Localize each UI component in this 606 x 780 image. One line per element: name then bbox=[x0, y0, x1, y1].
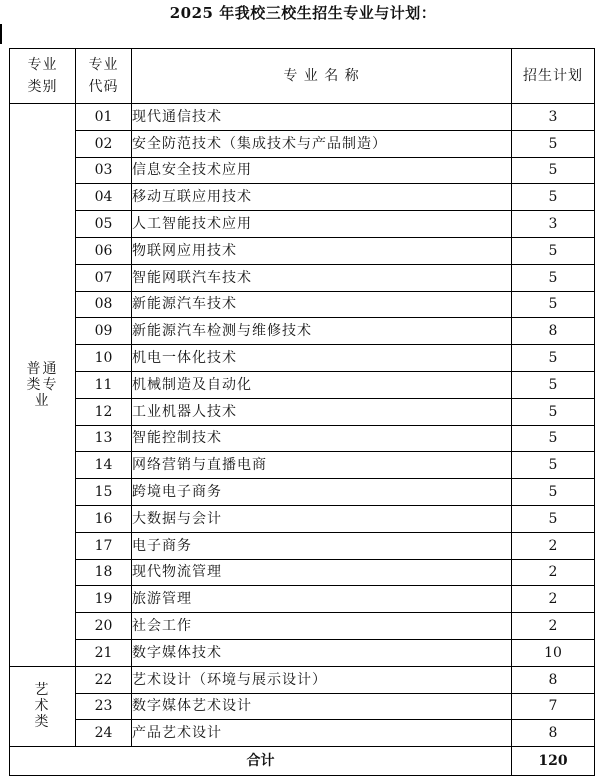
major-code: 19 bbox=[76, 586, 132, 613]
table-row bbox=[10, 184, 595, 211]
table-row bbox=[10, 345, 595, 372]
major-name: 新能源汽车检测与维修技术 bbox=[132, 318, 512, 345]
major-code: 16 bbox=[76, 505, 132, 532]
plan-count: 2 bbox=[512, 532, 595, 559]
major-code: 08 bbox=[76, 291, 132, 318]
major-code: 04 bbox=[76, 184, 132, 211]
table-row bbox=[10, 586, 595, 613]
plan-count: 8 bbox=[512, 720, 595, 747]
major-name: 旅游管理 bbox=[132, 586, 512, 613]
table-row bbox=[10, 479, 595, 506]
major-code: 05 bbox=[76, 211, 132, 238]
plan-count: 10 bbox=[512, 639, 595, 666]
major-name: 电子商务 bbox=[132, 532, 512, 559]
plan-count: 5 bbox=[512, 452, 595, 479]
major-code: 07 bbox=[76, 264, 132, 291]
major-code: 20 bbox=[76, 613, 132, 640]
plan-count: 5 bbox=[512, 371, 595, 398]
table-row bbox=[10, 211, 595, 238]
major-name: 智能网联汽车技术 bbox=[132, 264, 512, 291]
table-row bbox=[10, 104, 595, 131]
table-row bbox=[10, 264, 595, 291]
major-code: 18 bbox=[76, 559, 132, 586]
major-name: 安全防范技术（集成技术与产品制造） bbox=[132, 130, 512, 157]
table-row bbox=[10, 505, 595, 532]
plan-count: 5 bbox=[512, 291, 595, 318]
major-name: 现代物流管理 bbox=[132, 559, 512, 586]
enrollment-plan-table bbox=[9, 48, 595, 776]
table-row bbox=[10, 425, 595, 452]
plan-count: 5 bbox=[512, 345, 595, 372]
table-row bbox=[10, 532, 595, 559]
plan-count: 5 bbox=[512, 398, 595, 425]
table-row bbox=[10, 398, 595, 425]
total-label: 合计 bbox=[10, 747, 512, 776]
left-border-mark bbox=[0, 24, 2, 44]
category-cell: 普通类专业 bbox=[10, 104, 76, 667]
major-code: 17 bbox=[76, 532, 132, 559]
major-name: 人工智能技术应用 bbox=[132, 211, 512, 238]
plan-count: 5 bbox=[512, 157, 595, 184]
total-value: 120 bbox=[512, 747, 595, 776]
major-code: 14 bbox=[76, 452, 132, 479]
major-name: 机械制造及自动化 bbox=[132, 371, 512, 398]
header-category: 专业类别 bbox=[10, 49, 76, 104]
table-row bbox=[10, 720, 595, 747]
major-name: 跨境电子商务 bbox=[132, 479, 512, 506]
table-header-row bbox=[10, 49, 595, 104]
table-row bbox=[10, 693, 595, 720]
table-row bbox=[10, 157, 595, 184]
major-name: 移动互联应用技术 bbox=[132, 184, 512, 211]
major-name: 数字媒体艺术设计 bbox=[132, 693, 512, 720]
header-plan: 招生计划 bbox=[512, 49, 595, 104]
major-name: 智能控制技术 bbox=[132, 425, 512, 452]
table-row bbox=[10, 666, 595, 693]
plan-count: 5 bbox=[512, 264, 595, 291]
plan-count: 5 bbox=[512, 479, 595, 506]
major-code: 02 bbox=[76, 130, 132, 157]
major-name: 社会工作 bbox=[132, 613, 512, 640]
plan-count: 2 bbox=[512, 586, 595, 613]
plan-count: 2 bbox=[512, 559, 595, 586]
table-row bbox=[10, 613, 595, 640]
major-code: 11 bbox=[76, 371, 132, 398]
table-row bbox=[10, 639, 595, 666]
major-name: 数字媒体技术 bbox=[132, 639, 512, 666]
major-name: 工业机器人技术 bbox=[132, 398, 512, 425]
category-cell: 艺术类 bbox=[10, 666, 76, 746]
major-code: 15 bbox=[76, 479, 132, 506]
major-name: 艺术设计（环境与展示设计） bbox=[132, 666, 512, 693]
total-row bbox=[10, 747, 595, 776]
plan-count: 5 bbox=[512, 505, 595, 532]
plan-count: 3 bbox=[512, 211, 595, 238]
major-code: 24 bbox=[76, 720, 132, 747]
major-code: 06 bbox=[76, 237, 132, 264]
table-row bbox=[10, 237, 595, 264]
major-name: 网络营销与直播电商 bbox=[132, 452, 512, 479]
major-code: 21 bbox=[76, 639, 132, 666]
plan-count: 7 bbox=[512, 693, 595, 720]
table-row bbox=[10, 130, 595, 157]
major-name: 新能源汽车技术 bbox=[132, 291, 512, 318]
header-code: 专业代码 bbox=[76, 49, 132, 104]
plan-count: 3 bbox=[512, 104, 595, 131]
header-name: 专 业 名 称 bbox=[132, 49, 512, 104]
plan-count: 8 bbox=[512, 666, 595, 693]
major-code: 22 bbox=[76, 666, 132, 693]
plan-count: 5 bbox=[512, 184, 595, 211]
table-row bbox=[10, 371, 595, 398]
table-row bbox=[10, 559, 595, 586]
plan-count: 2 bbox=[512, 613, 595, 640]
major-name: 物联网应用技术 bbox=[132, 237, 512, 264]
plan-count: 8 bbox=[512, 318, 595, 345]
table-row bbox=[10, 452, 595, 479]
major-code: 03 bbox=[76, 157, 132, 184]
plan-count: 5 bbox=[512, 130, 595, 157]
major-code: 10 bbox=[76, 345, 132, 372]
major-code: 12 bbox=[76, 398, 132, 425]
major-code: 13 bbox=[76, 425, 132, 452]
major-code: 09 bbox=[76, 318, 132, 345]
major-name: 现代通信技术 bbox=[132, 104, 512, 131]
page-title: 2025 年我校三校生招生专业与计划： bbox=[169, 4, 437, 22]
table-row bbox=[10, 318, 595, 345]
plan-count: 5 bbox=[512, 425, 595, 452]
major-name: 大数据与会计 bbox=[132, 505, 512, 532]
major-name: 信息安全技术应用 bbox=[132, 157, 512, 184]
major-name: 机电一体化技术 bbox=[132, 345, 512, 372]
major-code: 01 bbox=[76, 104, 132, 131]
table-row bbox=[10, 291, 595, 318]
major-code: 23 bbox=[76, 693, 132, 720]
plan-count: 5 bbox=[512, 237, 595, 264]
major-name: 产品艺术设计 bbox=[132, 720, 512, 747]
